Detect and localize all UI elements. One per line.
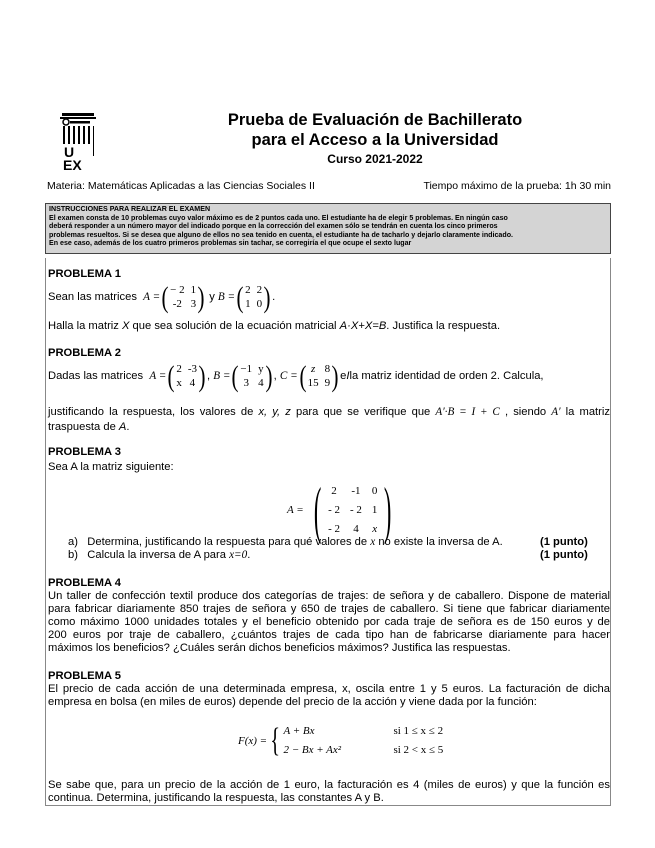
problem-4-line: máximos los beneficios? ¿Cuáles serán dichos beneficios máximos? Justifica las respuestas.: [48, 642, 511, 654]
matrix-3x3: A = ( 2 -1 0 - 2 - 2 1 - 2 4 x ): [287, 474, 392, 545]
uex-logo: [56, 112, 98, 170]
course: Curso 2021-2022: [327, 152, 423, 166]
problem-2-line3: traspuesta de A.: [48, 421, 130, 433]
problem-3-intro: Sea A la matriz siguiente:: [48, 461, 174, 473]
problem-2-statement: Dadas las matrices A = ( 2 -3 x 4 ) , B = ( −1 y 3 4 ) , C = ( z 8 15 9 ) e I la matriz identidad de orden 2. Calcula,: [48, 359, 544, 393]
instructions-line: En ese caso, además de los cuatro primeros problemas sin tachar, se corregiría el que ocupe el sexto lugar: [49, 239, 412, 248]
piecewise-function: F(x) = { A + Bx si 1 ≤ x ≤ 2 2 − Bx + Ax² si 2 < x ≤ 5: [238, 722, 444, 759]
instructions-line: El examen consta de 10 problemas cuyo valor máximo es de 2 puntos cada uno. El estudiante ha de elegir 5 problemas. En ningún caso: [49, 213, 508, 222]
problem-4-line: como máximo 1000 unidades totales y el beneficio obtenido por cada traje de señora es de 150 euros y de: [48, 616, 610, 628]
problem-3-part-b: b) Calcula la inversa de A para x=0.: [68, 549, 251, 561]
problem-5-line: El precio de cada acción de una determinada empresa, x, oscila entre 1 y 5 euros. La facturación de dicha: [48, 683, 610, 695]
subject: Materia: Matemáticas Aplicadas a las Ciencias Sociales II: [47, 180, 315, 192]
max-time: Tiempo máximo de la prueba: 1h 30 min: [423, 180, 611, 192]
problem-4-title: PROBLEMA 4: [48, 577, 121, 589]
problem-4-line: para fabricar diariamente 850 trajes de señora y 650 de trajes de caballero. Si tiene que fabricar diariamente: [48, 603, 610, 615]
problem-5-line: continua. Determina, justificando la respuesta, las constantes A y B.: [48, 792, 384, 804]
problem-1-title: PROBLEMA 1: [48, 268, 121, 280]
exam-title-line1: Prueba de Evaluación de Bachillerato: [227, 111, 523, 129]
problem-1-task: Halla la matriz X que sea solución de la ecuación matricial A·X+X=B. Justifica la respuesta.: [48, 320, 501, 332]
matrix-a: ( 2 -3 x 4 ): [167, 359, 206, 393]
problem-3-part-a: a) Determina, justificando la respuesta para qué valores de x no existe la inversa de A.: [68, 536, 503, 548]
problem-5-line: empresa en bolsa (en miles de euros) depende del precio de la acción y viene dada por la función:: [48, 696, 537, 708]
problem-2-title: PROBLEMA 2: [48, 347, 121, 359]
problem-5-line: Se sabe que, para un precio de la acción de 1 euro, la facturación es 4 (miles de euros) y que la función es: [48, 779, 610, 791]
problem-1-statement: Sean las matrices A = ( − 2 1 -2 3 ) y B = ( 2 2 1 0 ) .: [48, 280, 276, 314]
matrix-c: ( z 8 15 9 ): [299, 359, 339, 393]
matrix-b: ( 2 2 1 0 ): [236, 280, 271, 314]
matrix-b: ( −1 y 3 4 ): [231, 359, 273, 393]
problem-3-b-points: (1 punto): [540, 549, 588, 561]
problem-3-a-points: (1 punto): [540, 536, 588, 548]
instructions-heading: INSTRUCCIONES PARA REALIZAR EL EXAMEN: [49, 205, 211, 213]
problem-4-line: Un taller de confección textil produce dos categorías de trajes: de señora y de caballero. Dispone de material: [48, 590, 610, 602]
exam-title-line2: para el Acceso a la Universidad: [251, 131, 499, 149]
problem-4-line: 200 euros por traje de caballero, ¿cuántos trajes de cada tipo han de fabricarse diariamente para hacer: [48, 629, 610, 641]
problem-3-title: PROBLEMA 3: [48, 446, 121, 458]
matrix-a: ( − 2 1 -2 3 ): [161, 280, 205, 314]
svg-text:EX: EX: [63, 157, 82, 170]
instructions-line: problemas resueltos. Si se desea que alguno de ellos no sea tenido en cuenta, el estudiante ha de tacharlo y dejarlo claramente indicado.: [49, 230, 513, 239]
svg-text:U: U: [64, 144, 75, 160]
instructions-box: [45, 203, 611, 254]
instructions-line: deberá responder a un número mayor del indicado porque en la corrección del examen sólo se tendrán en cuenta los cinco primeros: [49, 222, 498, 231]
problem-2-line2: justificando la respuesta, los valores de x, y, z para que se verifique que A′·B = I + C , siendo A′ la matriz: [48, 406, 610, 418]
problem-5-title: PROBLEMA 5: [48, 670, 121, 682]
